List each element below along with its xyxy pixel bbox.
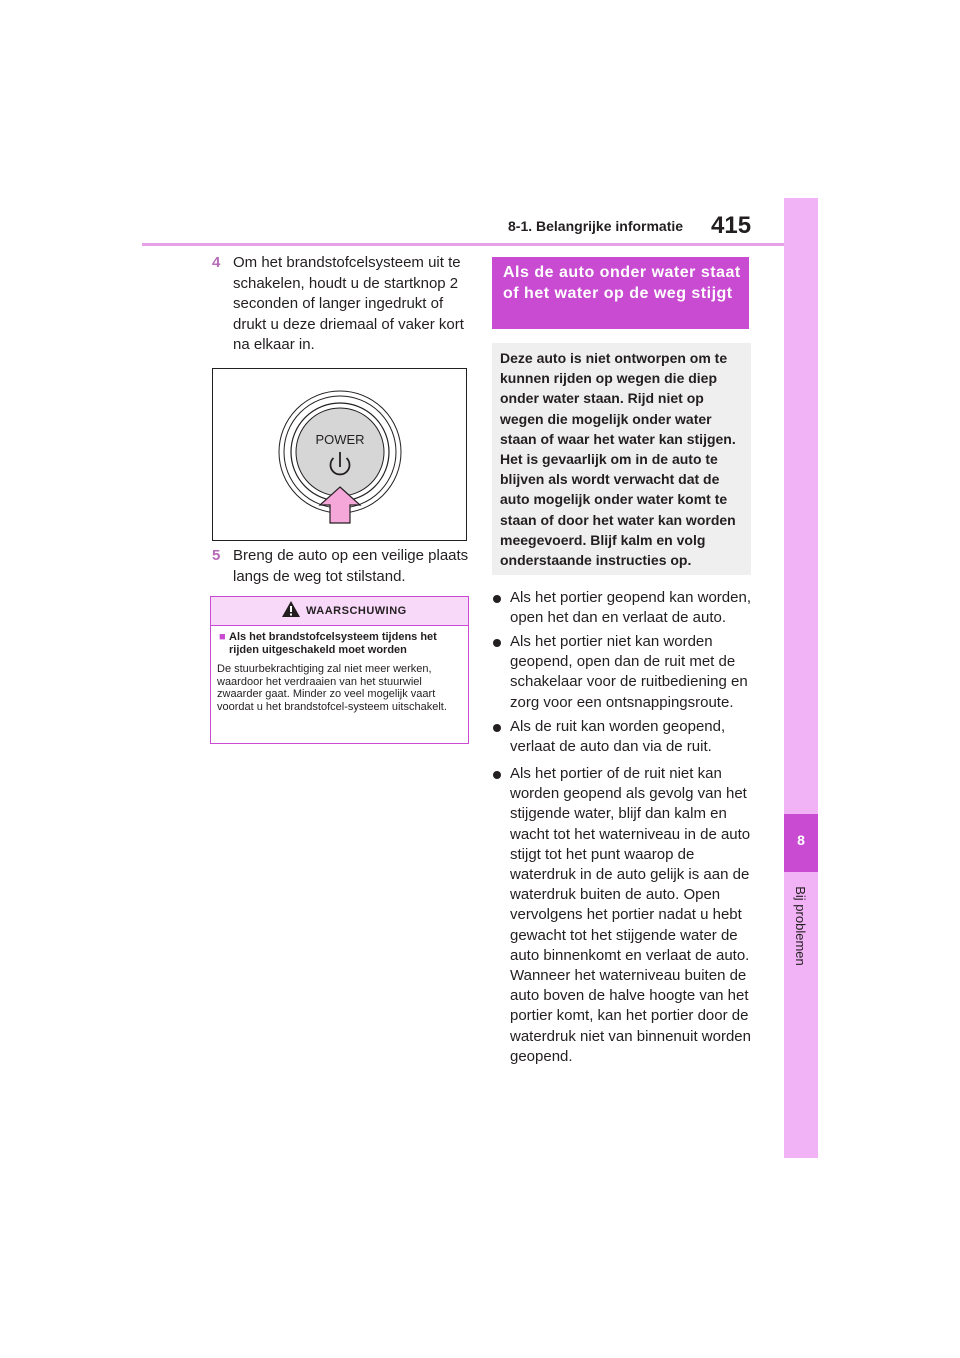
header-divider [142,243,784,246]
power-button-figure [212,368,467,541]
page-number: 415 [711,212,752,239]
list-item [493,632,755,714]
list-item [493,764,755,1069]
warning-title: WAARSCHUWING [306,605,407,617]
list-item [493,717,755,759]
list-item-text: Als het portier geopend kan worden, open het dan en verlaat de auto. [510,589,751,627]
bullet-dot-icon [493,771,501,779]
bullet-dot-icon [493,724,501,732]
chapter-side-tab [784,198,818,1158]
list-item-text: Als de ruit kan worden geopend, verlaat de auto dan via de ruit. [510,718,726,756]
step-text: Om het brandstofcelsysteem uit te schakelen, houdt u de startknop 2 seconden of langer ingedrukt of drukt u deze driemaal of vaker kort na elkaar in. [233,254,464,353]
chapter-number: 8 [797,832,805,848]
square-bullet-icon: ■ [219,631,226,643]
warning-text: De stuurbekrachtiging zal niet meer werken, waardoor het verdraaien van het stuurwiel zwaarder gaat. Minder zo veel mogelijk vaart voordat u het brandstofcel-systeem uitschakelt. [217,663,447,713]
section-heading-box [492,257,749,329]
step-text: Breng de auto op een veilige plaats langs de weg tot stilstand. [233,547,469,585]
list-item [493,588,755,630]
step-number: 5 [212,547,221,564]
section-title: 8-1. Belangrijke informatie [508,218,684,234]
step-5 [212,546,474,588]
power-button-illustration [213,369,466,540]
list-item-text: Als het portier of de ruit niet kan worden geopend als gevolg van het stijgende water, blijf dan kalm en wacht tot het waterniveau in de auto stijgt tot het punt waarop de waterdruk in de auto gelijk is aan de waterdruk buiten de auto. Open vervolgens het portier nadat u hebt gewacht tot het stijgende water de auto binnenkomt en verlaat de auto. Wanneer het waterniveau buiten de auto boven de halve hoogte van het portier komt, kan het portier door de waterdruk niet van binnenuit worden geopend. [510,765,751,1065]
section-heading: Als de auto onder water staat of het water op de weg stijgt [503,264,741,302]
step-4 [212,253,474,357]
bullet-dot-icon [493,639,501,647]
bullet-dot-icon [493,595,501,603]
list-item-text: Als het portier niet kan worden geopend, open dan de ruit met de schakelaar voor de ruitbediening en zorg voor een ontsnappingsroute. [510,633,748,711]
warning-header [211,597,468,626]
power-label: POWER [315,432,365,447]
chapter-label: Bij problemen [793,886,808,966]
intro-text: Deze auto is niet ontworpen om te kunnen rijden op wegen die diep onder water staan. Rijd niet op wegen die mogelijk onder water staan of waar het water kan stijgen. Het is gevaarlijk om in de auto te blijven als wordt verwacht dat de auto mogelijk onder water komt te staan of door het water kan worden meegevoerd. Blijf kalm en volg onderstaande instructies op. [500,350,736,569]
warning-triangle-icon [281,600,301,618]
warning-box [210,596,469,744]
warning-subheading-text: Als het brandstofcelsysteem tijdens het rijden uitgeschakeld moet worden [229,631,437,656]
step-number: 4 [212,254,221,271]
intro-box [492,343,751,575]
